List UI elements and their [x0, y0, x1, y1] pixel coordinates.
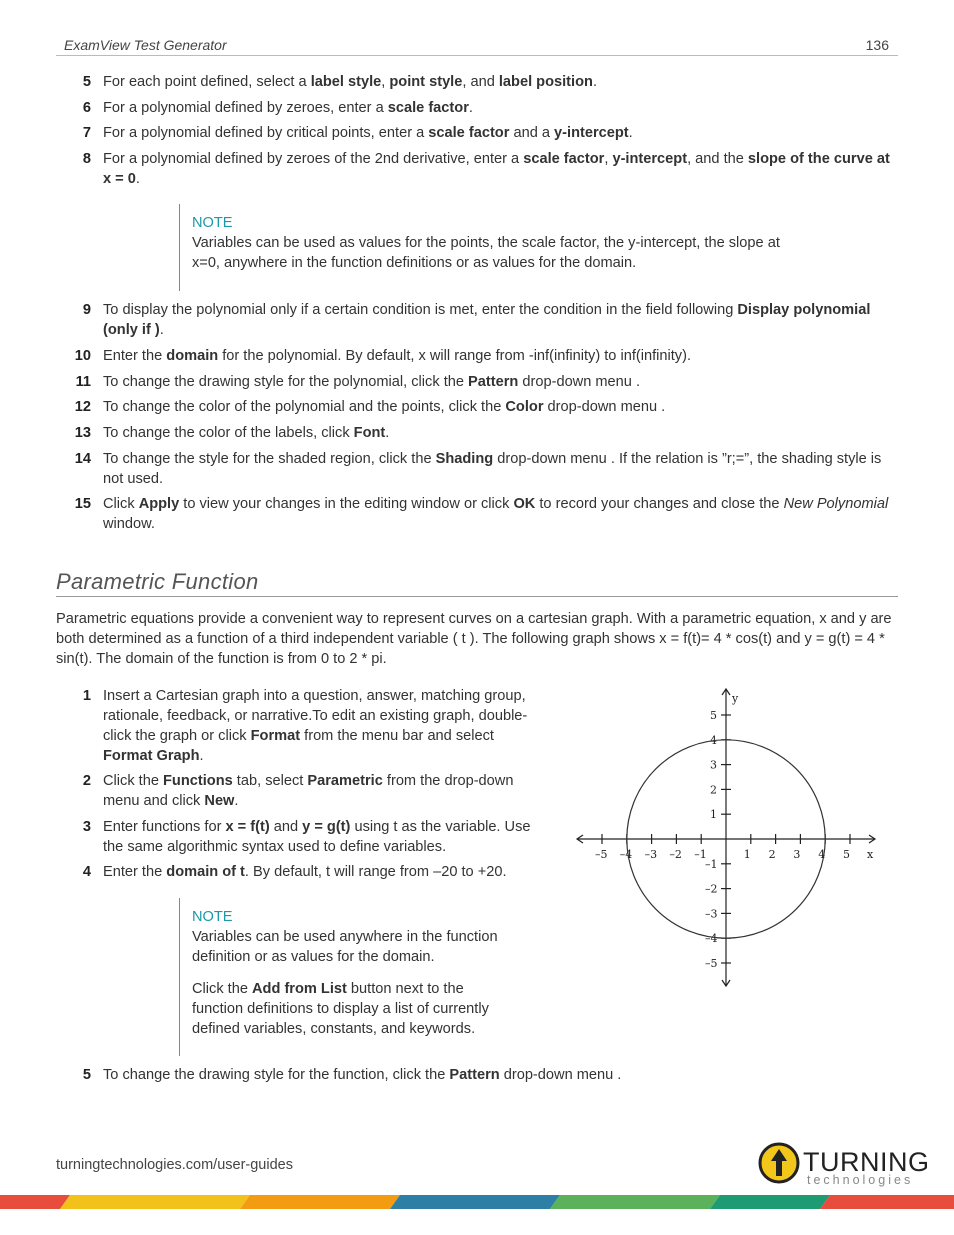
step-number: 5	[82, 1067, 91, 1083]
list-item	[60, 98, 898, 118]
step-number: 9	[82, 302, 91, 318]
footer-color-band	[0, 1195, 954, 1209]
step-text: Enter the domain of t. By default, t will range from –20 to +20.	[103, 864, 507, 880]
y-tick-label: 1	[710, 808, 717, 822]
parametric-graph	[572, 684, 882, 994]
step-number: 2	[82, 773, 91, 789]
list-item	[60, 771, 540, 811]
section-title: Parametric Function	[56, 569, 259, 594]
footer-url[interactable]: turningtechnologies.com/user-guides	[56, 1157, 293, 1173]
logo-wordmark: TURNING	[803, 1147, 930, 1177]
list-item	[60, 149, 898, 189]
list-item	[60, 862, 540, 882]
step-text: For a polynomial defined by critical points, enter a scale factor and a y-intercept.	[103, 125, 633, 141]
step-number: 1	[82, 688, 91, 704]
step-number: 8	[82, 151, 91, 167]
y-tick-label: 4	[710, 733, 717, 747]
step-number: 14	[74, 451, 91, 467]
step-text: To change the color of the polynomial and the points, click the Color drop-down menu .	[103, 399, 666, 415]
y-tick-label: –4	[705, 932, 718, 946]
note-box-2	[179, 898, 512, 1056]
step-number: 4	[82, 864, 91, 880]
list-item	[60, 686, 540, 766]
step-number: 12	[74, 399, 91, 415]
list-item	[60, 123, 898, 143]
y-tick-label: –3	[705, 907, 718, 921]
y-tick-label: 2	[710, 783, 717, 797]
step-text: To change the drawing style for the function, click the Pattern drop-down menu .	[103, 1067, 622, 1083]
x-axis-label: x	[867, 848, 874, 861]
note-box-1	[179, 204, 802, 291]
step-text: To change the style for the shaded region, click the Shading drop-down menu . If the relation is ”r;=”, the shading style is not used.	[103, 451, 882, 487]
step-text: To change the drawing style for the polynomial, click the Pattern drop-down menu .	[103, 374, 641, 390]
note-text: Variables can be used as values for the points, the scale factor, the y-intercept, the slope at x=0, anywhere in the function definitions or as values for the domain.	[192, 235, 780, 271]
y-tick-label: 3	[710, 758, 717, 772]
y-tick-label: –2	[705, 882, 718, 896]
step-text: Click Apply to view your changes in the editing window or click OK to record your changes and close the New Polynomial window.	[103, 496, 889, 532]
note-label: NOTE	[192, 215, 233, 231]
step-text: Enter the domain for the polynomial. By default, x will range from -inf(infinity) to inf(infinity).	[103, 348, 692, 364]
x-tick-label: 4	[818, 848, 826, 861]
list-item	[60, 449, 898, 489]
header-title: ExamView Test Generator	[64, 37, 227, 53]
x-tick-label: –5	[595, 848, 608, 861]
turning-logo	[757, 1140, 932, 1188]
list-item	[60, 423, 898, 443]
x-tick-label: 5	[843, 848, 850, 861]
y-tick-label: –1	[705, 857, 718, 871]
step-number: 3	[82, 819, 91, 835]
step-number: 6	[82, 100, 91, 116]
step-number: 11	[75, 374, 91, 390]
y-tick-label: 5	[710, 709, 717, 722]
x-tick-label: 3	[793, 848, 801, 861]
running-header	[64, 37, 898, 53]
step-text: For each point defined, select a label style, point style, and label position.	[103, 74, 597, 90]
step-text: Enter functions for x = f(t) and y = g(t) using t as the variable. Use the same algorithmic syntax used to define variables.	[103, 819, 531, 855]
x-tick-label: 1	[743, 848, 751, 861]
list-item	[60, 494, 898, 534]
x-tick-label: 2	[768, 848, 776, 861]
list-item	[60, 372, 898, 392]
list-item	[60, 72, 898, 92]
list-item	[60, 397, 898, 417]
step-number: 5	[82, 74, 91, 90]
step-number: 7	[82, 125, 91, 141]
step-text: Insert a Cartesian graph into a question, answer, matching group, rationale, feedback, or narrative.To edit an existing graph, double-click the graph or click Format from the menu bar and select Format Graph.	[103, 688, 528, 764]
page-number: 136	[865, 37, 889, 53]
section-divider	[56, 596, 898, 597]
note-text: Click the Add from List button next to the function definitions to display a list of currently defined variables, constants, and keywords.	[192, 981, 489, 1037]
note-label: NOTE	[192, 909, 233, 925]
x-tick-label: –2	[669, 848, 682, 861]
step-text: For a polynomial defined by zeroes, enter a scale factor.	[103, 100, 473, 116]
list-item	[60, 300, 898, 340]
step-number: 13	[74, 425, 91, 441]
logo-tagline: technologies	[807, 1173, 914, 1187]
section-intro: Parametric equations provide a convenient way to represent curves on a cartesian graph. With a parametric equation, x and y are both determined as a function of a third independent variable ( t ). The following graph shows x = f(t)= 4 * cos(t) and y = g(t) = 4 * sin(t). The domain of the function is from 0 to 2 * pi.	[56, 611, 892, 667]
note-text: Variables can be used anywhere in the function definition or as values for the domain.	[192, 929, 498, 965]
step-text: To change the color of the labels, click Font.	[103, 425, 390, 441]
step-number: 15	[74, 496, 91, 512]
step-text: To display the polynomial only if a certain condition is met, enter the condition in the field following Display polynomial (only if ).	[103, 302, 871, 338]
y-tick-label: –5	[705, 957, 718, 970]
step-number: 10	[74, 348, 91, 364]
header-divider	[56, 55, 898, 56]
x-tick-label: –1	[694, 848, 707, 861]
x-tick-label: –4	[619, 848, 633, 861]
y-axis-label: y	[732, 692, 739, 705]
step-text: Click the Functions tab, select Parametric from the drop-down menu and click New.	[103, 773, 514, 809]
list-item	[60, 817, 540, 857]
x-tick-label: –3	[644, 848, 658, 861]
step-text: For a polynomial defined by zeroes of the 2nd derivative, enter a scale factor, y-intercept, and the slope of the curve at x = 0.	[103, 151, 890, 187]
list-item	[60, 346, 898, 366]
list-item	[60, 1065, 898, 1085]
